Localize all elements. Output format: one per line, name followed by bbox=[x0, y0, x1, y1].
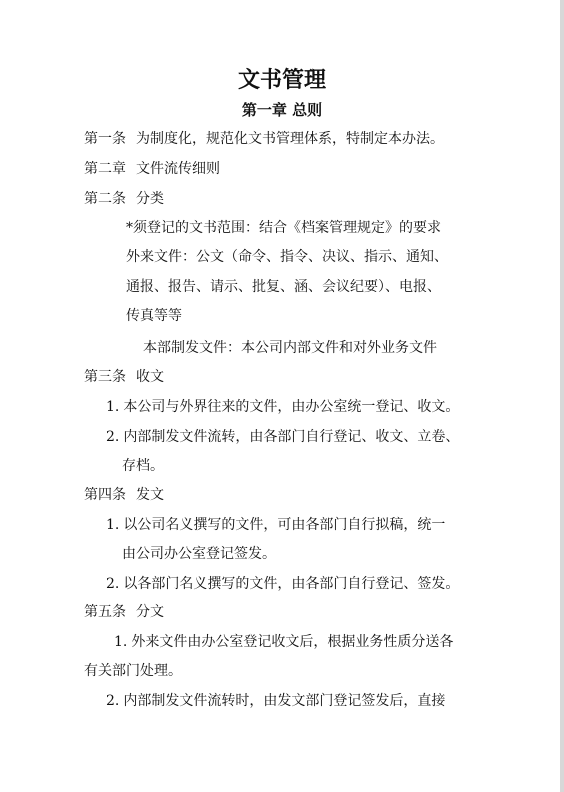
article-4-text: 发文 bbox=[136, 487, 164, 503]
item-number: 2. bbox=[106, 429, 120, 445]
article-2-line: 传真等等 bbox=[126, 308, 182, 324]
article-2-text: 分类 bbox=[136, 191, 164, 207]
item-text: 以公司名义撰写的文件，可由各部门自行拟稿，统一 bbox=[123, 517, 446, 533]
article-2-line: 本部制发文件：本公司内部文件和对外业务文件 bbox=[143, 340, 437, 356]
item-number: 2. bbox=[106, 576, 120, 592]
item-number: 1. bbox=[106, 399, 120, 415]
article-5-item bbox=[114, 633, 453, 651]
article-4-item-continuation: 由公司办公室登记签发。 bbox=[122, 546, 276, 562]
article-3-item-continuation: 存档。 bbox=[122, 458, 164, 474]
article-5-heading bbox=[84, 603, 164, 621]
article-2-line: 通报、报告、请示、批复、涵、会议纪要）、电报、 bbox=[126, 279, 441, 295]
item-number: 1. bbox=[106, 517, 120, 533]
article-5-item bbox=[106, 692, 445, 710]
item-number: 1. bbox=[114, 634, 128, 650]
article-1-text: 为制度化，规范化文书管理体系，特制定本办法。 bbox=[136, 131, 444, 147]
item-text: 外来文件由办公室登记收文后，根据业务性质分送各 bbox=[131, 634, 454, 650]
article-3-item bbox=[106, 428, 459, 446]
chapter-two-text: 文件流传细则 bbox=[136, 161, 220, 177]
item-number: 2. bbox=[106, 693, 120, 709]
article-3-item bbox=[106, 398, 459, 416]
article-5-item-continuation: 有关部门处理。 bbox=[84, 663, 182, 679]
chapter-two-label: 第二章 bbox=[84, 161, 126, 177]
item-text: 内部制发文件流转时，由发文部门登记签发后，直接 bbox=[123, 693, 446, 709]
article-4-label: 第四条 bbox=[84, 487, 126, 503]
article-2-heading bbox=[84, 190, 164, 208]
item-text: 以各部门名义撰写的文件，由各部门自行登记、签发。 bbox=[123, 576, 460, 592]
article-3-text: 收文 bbox=[136, 369, 164, 385]
article-2-line: *须登记的文书范围：结合《档案管理规定》的要求 bbox=[126, 220, 441, 236]
article-2-label: 第二条 bbox=[84, 191, 126, 207]
article-2-line: 外来文件：公文（命令、指令、决议、指示、通知、 bbox=[126, 249, 448, 265]
document-title: 文书管理 bbox=[237, 67, 326, 93]
article-4-item bbox=[106, 516, 445, 534]
article-3-label: 第三条 bbox=[84, 369, 126, 385]
chapter-one-heading: 第一章 总则 bbox=[241, 101, 323, 119]
article-4-item bbox=[106, 575, 459, 593]
article-5-text: 分文 bbox=[136, 604, 164, 620]
article-1-label: 第一条 bbox=[84, 131, 126, 147]
chapter-two-heading bbox=[84, 160, 220, 178]
item-text: 内部制发文件流转，由各部门自行登记、收文、立卷、 bbox=[123, 429, 460, 445]
article-5-label: 第五条 bbox=[84, 604, 126, 620]
article-1 bbox=[84, 130, 444, 148]
article-4-heading bbox=[84, 486, 164, 504]
item-text: 本公司与外界往来的文件，由办公室统一登记、收文。 bbox=[123, 399, 460, 415]
article-3-heading bbox=[84, 368, 164, 386]
